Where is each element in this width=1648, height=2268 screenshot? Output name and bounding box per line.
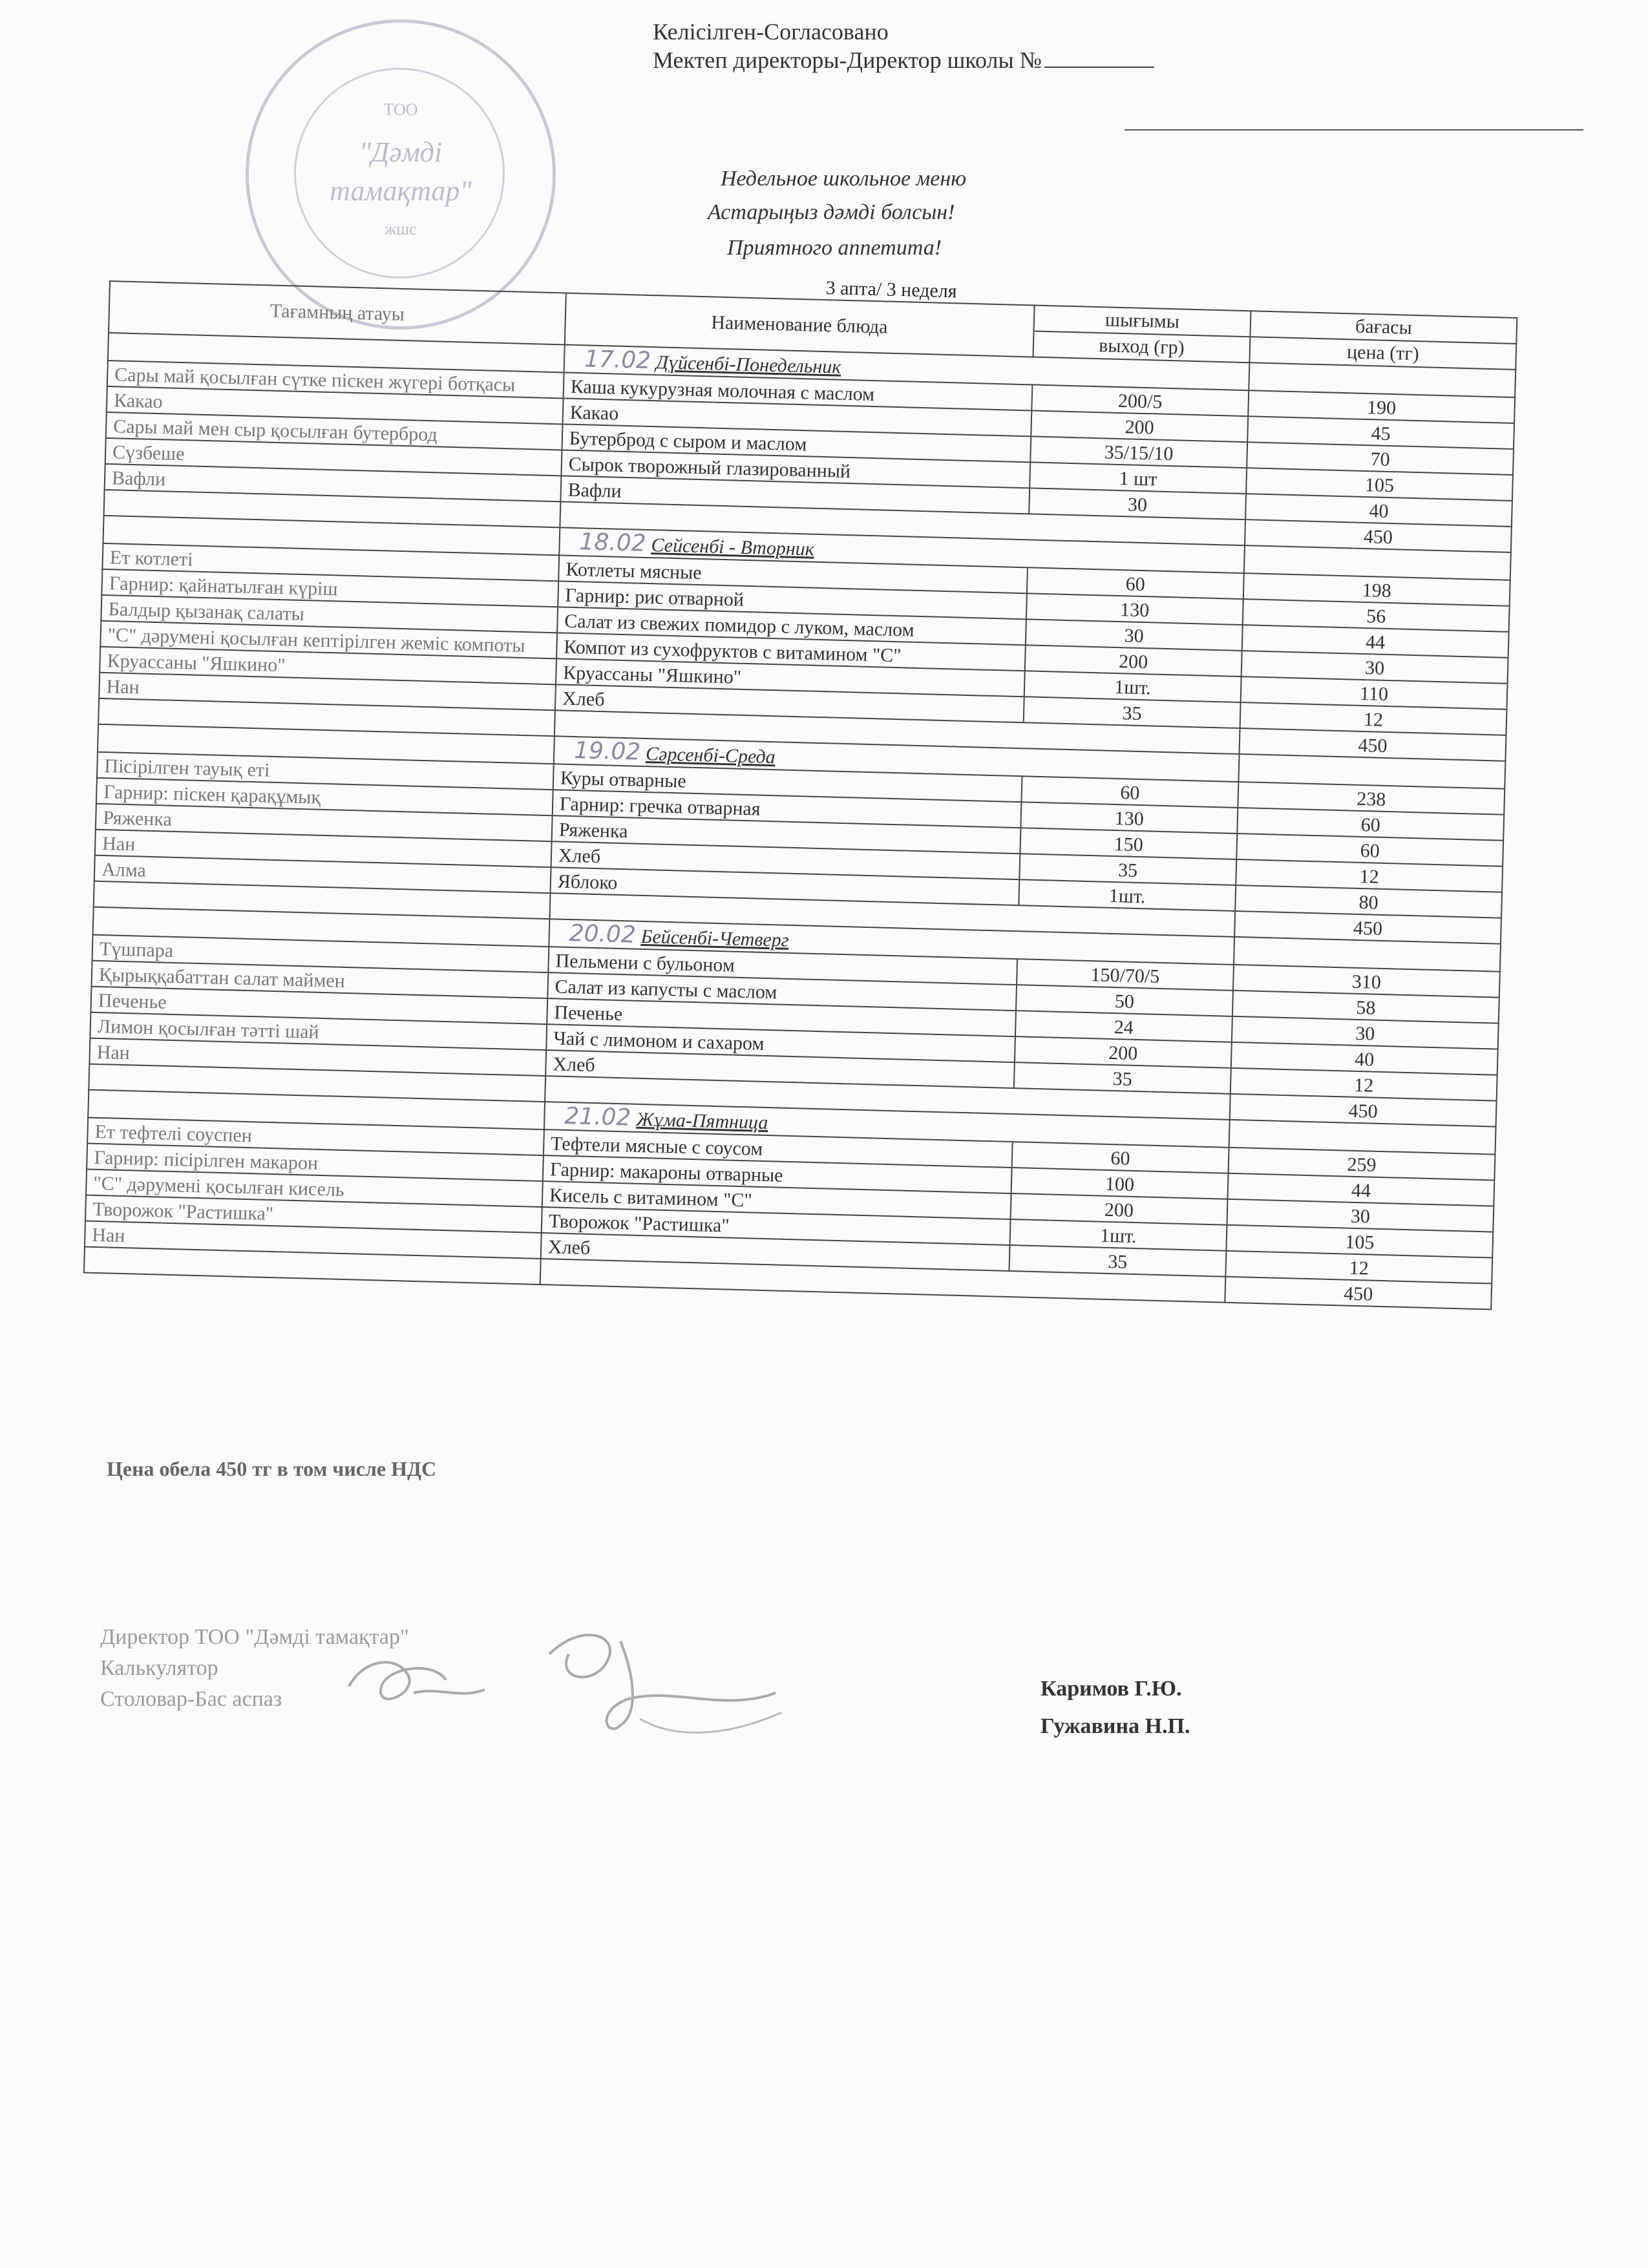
dish-name-kz: Нан [95,830,552,867]
dish-price: 45 [1247,416,1514,449]
dish-name-ru: Компот из сухофруктов с витамином "С" [556,633,1026,671]
dish-price: 44 [1242,625,1509,658]
dish-name-ru: Творожок "Растишка" [542,1207,1011,1245]
dish-name-ru: Салат из капусты с маслом [547,972,1017,1011]
dish-output: 200 [1015,1036,1232,1068]
dish-price: 238 [1238,782,1505,815]
dish-output: 1шт. [1019,879,1236,911]
dish-name-ru: Сырок творожный глазированный [561,450,1030,488]
handwritten-date: 17.02 [584,346,651,374]
dish-price: 12 [1225,1251,1492,1284]
dish-name-kz: Гарнир: қайнатылған күріш [101,569,558,607]
handwritten-date: 21.02 [564,1102,631,1131]
dish-output: 100 [1011,1168,1228,1199]
day-total-price: 450 [1240,728,1506,761]
dish-name-kz: Ет котлеті [102,543,559,581]
dish-name-ru: Гарнир: рис отварной [558,581,1027,619]
column-header-kz-name: Тағамның атауы [109,281,566,344]
menu-table-wrapper [83,258,1518,1310]
dish-price: 12 [1236,859,1503,892]
dish-name-ru: Какао [562,398,1031,436]
day-total-price: 450 [1245,520,1512,552]
menu-heading-line-3: Приятного аппетита! [727,236,942,260]
dish-name-ru: Вафли [560,476,1030,514]
dish-price: 80 [1235,885,1502,918]
dish-output: 1шт. [1024,671,1241,702]
stamp-suffix: жшс [385,220,417,238]
dish-name-ru: Гарнир: гречка отварная [553,790,1022,828]
menu-heading-line-2: Астарыңыз дәмді болсын! [708,200,955,224]
dish-name-kz: Вафли [105,464,562,501]
cook-label: Столовар-Бас аспаз [100,1687,282,1711]
dish-name-kz: Нан [89,1038,546,1076]
dish-name-kz: Алма [94,856,551,893]
approval-line-2 [653,47,1154,74]
week-label: 3 апта/ 3 неделя [825,277,958,302]
dish-name-ru: Каша кукурузная молочная с маслом [563,372,1032,410]
menu-table [83,280,1517,1310]
dish-name-kz: Творожок "Растишка" [85,1195,542,1233]
dish-price: 60 [1237,808,1504,841]
director-label: Директор ТОО "Дәмді тамақтар" [100,1625,409,1649]
dish-name-kz: Сары май қосылған сүтке піскен жүгері ботқасы [107,361,564,398]
dish-output: 24 [1015,1011,1232,1042]
dish-name-kz: "С" дәрумені қосылған кептірілген жеміс компоты [100,621,557,658]
dish-name-kz: Нан [85,1221,542,1259]
menu-table-body [84,333,1516,1310]
stamp-company-type: ТОО [383,100,418,119]
dish-output: 130 [1020,802,1238,834]
handwritten-signature [336,1615,801,1758]
column-header-output-kz: шығымы [1033,305,1251,337]
dish-price: 30 [1232,1016,1499,1049]
handwritten-date: 20.02 [569,919,637,949]
dish-output: 150 [1020,828,1237,859]
dish-price: 40 [1245,494,1512,527]
dish-name-ru: Хлеб [551,841,1020,879]
dish-name-kz: Қырыққабаттан салат маймен [91,961,548,998]
dish-output: 200 [1010,1193,1227,1225]
dish-output: 60 [1021,776,1238,808]
dish-output: 35/15/10 [1030,436,1247,468]
signatory-names [1041,1670,1190,1745]
day-total-price: 450 [1225,1277,1492,1310]
dish-output: 35 [1014,1062,1231,1094]
dish-output: 1шт. [1009,1219,1227,1251]
footer-price-note: Цена обела 450 тг в том числе НДС [107,1457,437,1480]
column-header-price-ru: цена (тг) [1249,337,1516,370]
column-header-ru-name: Наименование блюда [565,293,1035,357]
dish-price: 70 [1247,442,1514,475]
dish-name-ru: Хлеб [541,1233,1010,1271]
dish-name-ru: Тефтели мясные с соусом [544,1129,1013,1168]
dish-price: 105 [1246,468,1513,501]
dish-output: 30 [1026,619,1243,651]
dish-price: 190 [1248,390,1515,423]
dish-output: 60 [1011,1142,1229,1173]
dish-price: 44 [1228,1173,1495,1206]
day-title: Жұма-Пятница [635,1108,768,1134]
dish-name-ru: Кисель с витамином "С" [542,1181,1011,1219]
dish-name-kz: Гарнир: пісірілген макарон [87,1144,544,1181]
calculator-label: Калькулятор [100,1656,218,1680]
dish-name-kz: Лимон қосылған тәтті шай [90,1013,547,1050]
dish-price: 259 [1229,1148,1495,1181]
dish-name-ru: Хлеб [545,1050,1015,1088]
dish-name-kz: Сары май мен сыр қосылған бутерброд [106,412,563,450]
dish-output: 150/70/5 [1017,959,1234,991]
dish-name-ru: Печенье [547,998,1016,1036]
day-title: Дүйсенбі-Понедельник [655,352,841,378]
dish-output: 35 [1009,1245,1226,1277]
day-total-price: 450 [1234,911,1501,944]
dish-output: 30 [1029,488,1246,520]
dish-name-kz: Пісірілген тауық еті [97,752,554,790]
signatory-name-2: Гужавина Н.П. [1041,1714,1190,1738]
dish-output: 50 [1016,985,1233,1016]
dish-price: 310 [1233,965,1500,998]
stamp-name-line-2: тамақтар" [330,175,472,207]
dish-name-ru: Ряженка [551,815,1020,854]
dish-output: 1 шт [1030,462,1247,494]
column-header-output-ru: выход (гр) [1033,331,1250,362]
dish-name-kz: Печенье [90,987,547,1024]
dish-output: 35 [1023,697,1240,728]
dish-name-ru: Круассаны "Яшкино" [556,658,1025,697]
dish-name-kz: Гарнир: піскен қарақұмық [96,778,553,815]
dish-name-kz: Круассаны "Яшкино" [100,647,556,684]
dish-price: 105 [1226,1225,1493,1258]
dish-price: 12 [1240,702,1507,735]
day-total-price: 450 [1230,1094,1497,1127]
dish-name-kz: Ряженка [96,804,553,841]
approval-director-text: Мектеп директоры-Директор школы № [653,47,1042,73]
handwritten-date: 18.02 [579,529,647,557]
dish-output: 200 [1025,645,1242,677]
dish-name-kz: Түшпара [92,935,549,972]
dish-name-kz: Какао [107,386,564,424]
dish-name-ru: Чай с лимоном и сахаром [546,1024,1015,1062]
dish-name-ru: Гарнир: макароны отварные [543,1155,1012,1193]
dish-name-ru: Котлеты мясные [558,555,1028,593]
dish-price: 110 [1241,677,1508,709]
dish-output: 200/5 [1031,384,1249,416]
day-title: Сәрсенбі-Среда [645,742,776,768]
signature-line [1125,129,1583,131]
dish-name-ru: Салат из свежих помидор с луком, маслом [557,607,1026,645]
dish-name-ru: Яблоко [550,867,1019,905]
dish-output: 35 [1019,854,1236,885]
dish-name-ru: Хлеб [555,684,1024,722]
signatory-name-1: Каримов Г.Ю. [1041,1677,1182,1701]
dish-output: 200 [1031,410,1248,442]
dish-name-kz: Сүзбеше [105,438,562,476]
dish-name-kz: "С" дәрумені қосылған кисель [86,1170,543,1207]
dish-name-ru: Пельмени с бульоном [548,947,1017,985]
approval-line-1: Келісілген-Согласовано [653,19,889,45]
dish-output: 60 [1027,567,1244,599]
dish-name-ru: Бутерброд с сыром и маслом [562,424,1031,462]
dish-price: 60 [1236,834,1503,866]
dish-name-kz: Нан [99,673,556,710]
dish-price: 58 [1232,991,1499,1024]
handwritten-date: 19.02 [573,737,641,766]
day-title: Сейсенбі - Вторник [651,534,815,560]
dish-name-kz: Балдыр қызанақ салаты [101,595,558,633]
column-header-price-kz: бағасы [1251,311,1517,344]
menu-heading-line-1: Недельное школьное меню [721,167,967,191]
dish-price: 56 [1243,599,1510,632]
dish-price: 198 [1243,573,1510,606]
dish-price: 12 [1231,1068,1497,1101]
dish-price: 40 [1231,1042,1498,1075]
dish-output: 130 [1026,593,1243,625]
dish-name-kz: Ет тефтелі соуспен [87,1118,544,1155]
dish-price: 30 [1227,1199,1494,1232]
stamp-name-line-1: "Дәмді [359,136,443,168]
dish-name-ru: Куры отварные [553,764,1022,802]
dish-price: 30 [1241,651,1508,684]
day-title: Бейсенбі-Четверг [640,925,789,951]
